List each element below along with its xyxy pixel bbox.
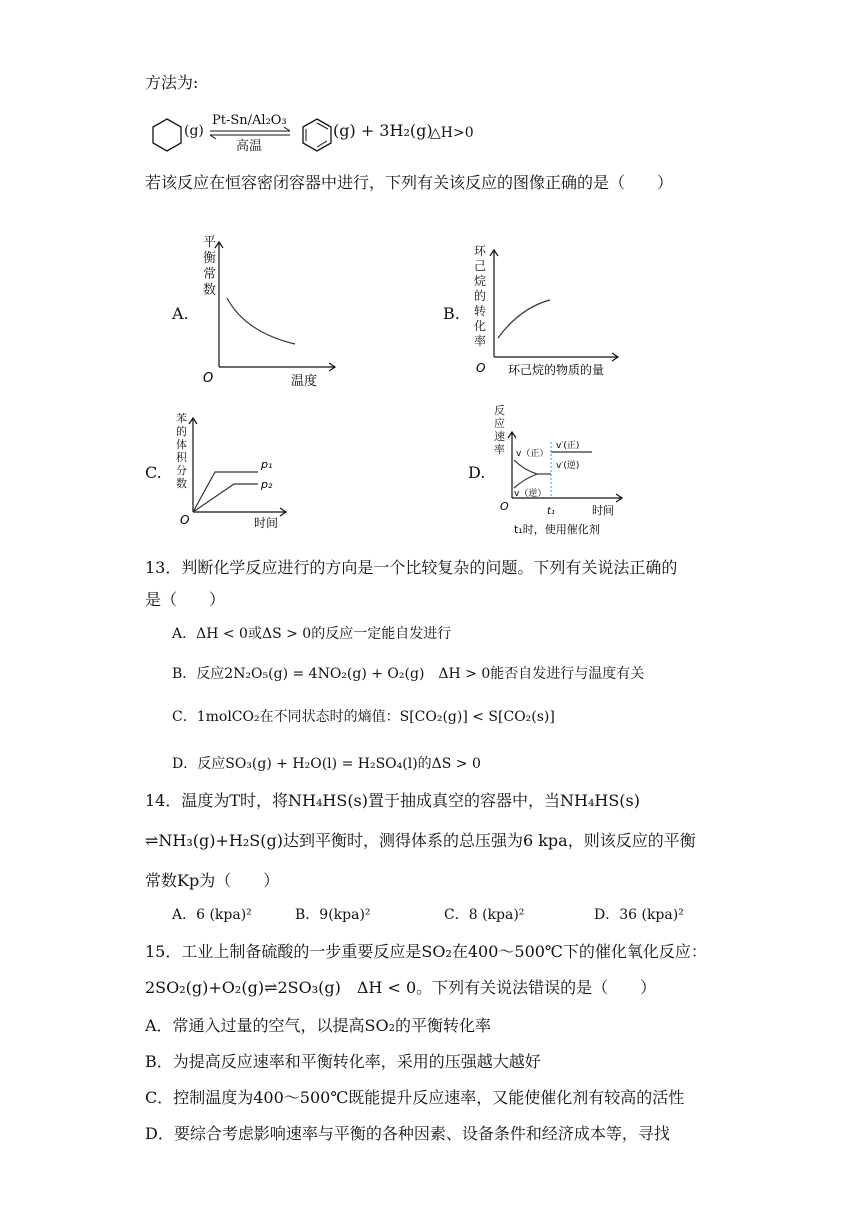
graph-a-origin: O — [203, 371, 214, 386]
condition-label: 高温 — [236, 139, 263, 154]
graph-c-xlabel: 时间 — [254, 516, 279, 530]
q13-option-c: C．1molCO₂在不同状态时的熵值：S[CO₂(g)] < S[CO₂(s)] — [172, 709, 555, 725]
q15-option-c: C．控制温度为400～500℃既能提升反应速率，又能使催化剂有较高的活性 — [145, 1088, 685, 1107]
graph-d-xlabel: 时间 — [592, 504, 614, 517]
p1-label: p₁ — [261, 458, 273, 471]
graph-d-caption: t₁时，使用催化剂 — [514, 523, 600, 536]
graph-d — [492, 402, 652, 542]
catalyst-label: Pt-Sn/Al₂O₃ — [212, 113, 287, 128]
option-b-label: B. — [443, 304, 460, 323]
v2-forward-label: v′(正) — [556, 441, 580, 451]
option-c-label: C. — [145, 463, 162, 482]
q14-option-d: D．36 (kpa)² — [594, 907, 684, 923]
v-reverse-label: v（逆） — [514, 489, 547, 499]
q14-line3: 常数Kp为（ ） — [145, 871, 280, 890]
q12-stem: 若该反应在恒容密闭容器中进行，下列有关该反应的图像正确的是（ ） — [145, 173, 674, 192]
q13-option-a: A．ΔH < 0或ΔS > 0的反应一定能自发进行 — [172, 626, 452, 642]
graph-b-ylabel: 环 己 烷 的 转 化 率 — [474, 244, 487, 348]
reactant-phase: (g) — [184, 123, 204, 139]
q14-option-b: B．9(kpa)² — [295, 907, 371, 923]
graph-c — [168, 410, 293, 540]
graph-a-xlabel: 温度 — [291, 374, 318, 389]
v-forward-curve — [514, 460, 537, 474]
graph-d-origin: O — [500, 500, 509, 513]
intro-text: 方法为: — [145, 73, 199, 92]
product-label: (g) + 3H₂(g) — [333, 121, 433, 140]
t1-label: t₁ — [547, 506, 555, 517]
p2-curve — [193, 484, 258, 512]
q13-option-b: B．反应2N₂O₅(g) = 4NO₂(g) + O₂(g) ΔH > 0能否自发进行与温度有关 — [172, 666, 645, 682]
enthalpy-label: △H>0 — [430, 125, 474, 141]
option-d-label: D. — [468, 463, 486, 482]
cyclohexane-icon — [153, 119, 181, 151]
q13-stem-line2: 是（ ） — [145, 590, 226, 609]
q14-option-c: C．8 (kpa)² — [444, 907, 525, 923]
graph-c-origin: O — [180, 513, 190, 527]
graph-d-ylabel: 反 应 速 率 — [494, 404, 505, 456]
reaction-equation — [140, 106, 600, 156]
conversion-curve — [498, 300, 550, 338]
q15-option-b: B．为提高反应速率和平衡转化率，采用的压强越大越好 — [145, 1052, 541, 1071]
q13-stem-line1: 13．判断化学反应进行的方向是一个比较复杂的问题。下列有关说法正确的 — [145, 558, 678, 577]
graph-a-ylabel: 平 衡 常 数 — [203, 235, 217, 298]
q13-option-d: D．反应SO₃(g) + H₂O(l) = H₂SO₄(l)的ΔS > 0 — [172, 756, 481, 772]
v-forward-label: v（正） — [516, 449, 549, 459]
equilibrium-constant-curve — [227, 298, 295, 344]
graph-b-xlabel: 环己烷的物质的量 — [508, 363, 605, 377]
v2-reverse-label: v′(逆) — [556, 461, 580, 471]
q14-line1: 14．温度为T时，将NH₄HS(s)置于抽成真空的容器中，当NH₄HS(s) — [145, 791, 640, 810]
q14-line2: ⇌NH₃(g)+H₂S(g)达到平衡时，测得体系的总压强为6 kpa，则该反应的平衡 — [145, 831, 696, 850]
p2-label: p₂ — [261, 478, 273, 491]
option-a-label: A. — [172, 304, 189, 323]
q15-option-d: D．要综合考虑影响速率与平衡的各种因素、设备条件和经济成本等，寻找 — [145, 1124, 670, 1143]
q14-option-a: A．6 (kpa)² — [172, 907, 252, 923]
q15-line1: 15．工业上制备硫酸的一步重要反应是SO₂在400～500℃下的催化氧化反应： — [145, 942, 707, 961]
v-reverse-curve — [514, 474, 537, 488]
graph-c-ylabel: 苯 的 体 积 分 数 — [176, 412, 187, 490]
graph-b — [470, 242, 630, 387]
graph-a — [195, 232, 355, 397]
graph-b-origin: O — [476, 361, 486, 375]
q15-option-a: A．常通入过量的空气，以提高SO₂的平衡转化率 — [145, 1016, 492, 1035]
q15-line2: 2SO₂(g)+O₂(g)⇌2SO₃(g) ΔH < 0。下列有关说法错误的是（ ） — [145, 978, 657, 997]
benzene-icon — [303, 119, 331, 151]
